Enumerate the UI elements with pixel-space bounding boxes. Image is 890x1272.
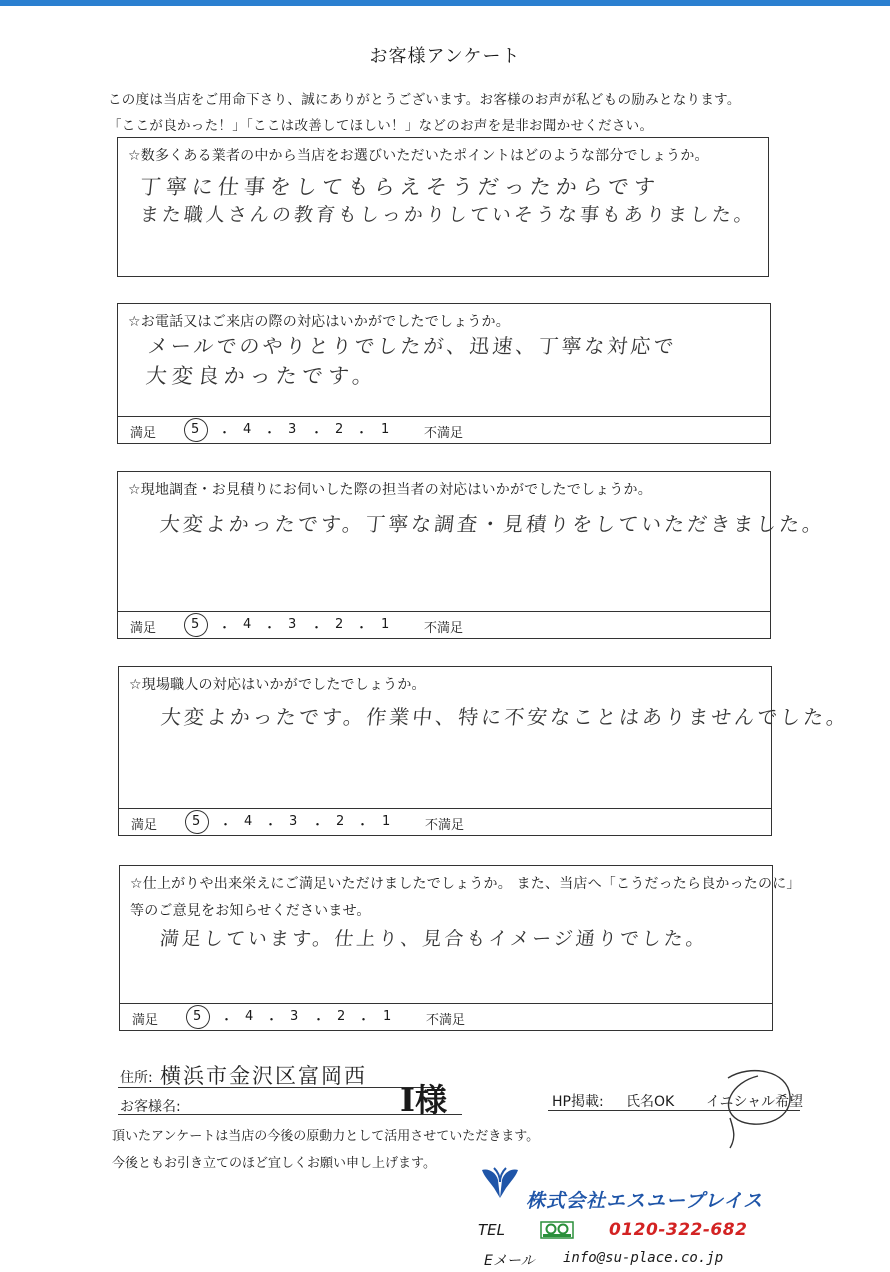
address-value[interactable]: 横浜市金沢区富岡西 [160, 1064, 367, 1088]
rating-scale [120, 1003, 772, 1030]
rating-separator: ・ [219, 818, 233, 833]
rating-2[interactable]: 2 [335, 617, 344, 632]
rating-separator: ・ [312, 1013, 326, 1028]
rating-separator: ・ [218, 426, 232, 441]
customer-name-value[interactable]: I様 [400, 1081, 447, 1119]
hp-option-name-ok[interactable]: 氏名OK [626, 1094, 675, 1110]
answer-line: メールでのやりとりでしたが、迅速、丁寧な対応で [146, 334, 678, 358]
question-text: ☆現場職人の対応はいかがでしたでしょうか。 [129, 677, 426, 693]
rating-scale [118, 416, 770, 443]
rating-unsatisfied-label: 不満足 [424, 621, 464, 636]
rating-5[interactable]: 5 [191, 617, 200, 632]
rating-separator: ・ [310, 621, 324, 636]
rating-satisfied-label: 満足 [130, 621, 157, 636]
rating-separator: ・ [264, 818, 278, 833]
answer-line: 大変よかったです。作業中、特に不安なことはありませんでした。 [159, 705, 851, 729]
rating-2[interactable]: 2 [335, 422, 344, 437]
rating-separator: ・ [311, 818, 325, 833]
rating-5[interactable]: 5 [192, 814, 201, 829]
rating-scale [118, 611, 770, 638]
question-box-5 [119, 865, 801, 1031]
hp-publish-label: HP掲載: [552, 1094, 604, 1110]
rating-1[interactable]: 1 [381, 422, 390, 437]
rating-satisfied-label: 満足 [132, 1013, 159, 1028]
email-address[interactable]: info@su-place.co.jp [563, 1250, 724, 1266]
footer-note-2: 今後ともお引き立てのほど宜しくお願い申し上げます。 [112, 1156, 436, 1171]
rating-separator: ・ [220, 1013, 234, 1028]
customer-name-label: お客様名: [120, 1099, 181, 1115]
question-box-2 [117, 303, 771, 444]
rating-2[interactable]: 2 [337, 1009, 346, 1024]
rating-1[interactable]: 1 [382, 814, 391, 829]
rating-separator: ・ [218, 621, 232, 636]
tel-label: TEL [478, 1221, 505, 1239]
answer-line: 満足しています。仕上り、見合もイメージ通りでした。 [158, 928, 709, 950]
question-text: ☆お電話又はご来店の際の対応はいかがでしたでしょうか。 [128, 314, 510, 330]
rating-3[interactable]: 3 [290, 1009, 299, 1024]
rating-unsatisfied-label: 不満足 [426, 1013, 466, 1028]
question-text: ☆数多くある業者の中から当店をお選びいただいたポイントはどのような部分でしょうか。 [128, 148, 709, 164]
page-title: お客様アンケート [369, 46, 521, 67]
question-text: 等のご意見をお知らせくださいませ。 [130, 903, 371, 919]
address-underline [118, 1087, 438, 1088]
rating-separator: ・ [265, 1013, 279, 1028]
question-box-4 [118, 666, 851, 836]
question-box-3 [117, 471, 827, 639]
question-box-1 [117, 137, 769, 277]
rating-satisfied-label: 満足 [130, 426, 157, 441]
rating-unsatisfied-label: 不満足 [425, 818, 465, 833]
answer-line: 丁寧に仕事をしてもらえそうだったからです [138, 175, 661, 199]
intro-line-1: この度は当店をご用命下さり、誠にありがとうございます。お客様のお声が私どもの励みとなります。 [108, 92, 741, 108]
rating-separator: ・ [355, 426, 369, 441]
rating-4[interactable]: 4 [243, 422, 252, 437]
rating-scale [119, 808, 771, 835]
rating-separator: ・ [310, 426, 324, 441]
rating-3[interactable]: 3 [288, 617, 297, 632]
rating-5[interactable]: 5 [191, 422, 200, 437]
rating-5[interactable]: 5 [193, 1009, 202, 1024]
rating-2[interactable]: 2 [336, 814, 345, 829]
question-text: ☆仕上がりや出来栄えにご満足いただけましたでしょうか。 また、当店へ「こうだったら良かったのに」 [130, 876, 801, 892]
hp-option-initial[interactable]: イニシャル希望 [706, 1094, 804, 1110]
rating-4[interactable]: 4 [244, 814, 253, 829]
rating-separator: ・ [355, 621, 369, 636]
address-label: 住所: [120, 1070, 153, 1086]
answer-line: 大変良かったです。 [144, 364, 380, 388]
customer-name-underline [118, 1114, 462, 1115]
email-label: Eメール [484, 1253, 535, 1269]
rating-separator: ・ [263, 621, 277, 636]
rating-satisfied-label: 満足 [131, 818, 158, 833]
rating-3[interactable]: 3 [288, 422, 297, 437]
rating-4[interactable]: 4 [245, 1009, 254, 1024]
tel-number[interactable]: 0120-322-682 [609, 1220, 748, 1240]
top-stripe [0, 0, 890, 6]
company-logo-icon [480, 1166, 520, 1202]
hand-circle-mark [690, 1060, 800, 1150]
rating-1[interactable]: 1 [383, 1009, 392, 1024]
rating-4[interactable]: 4 [243, 617, 252, 632]
intro-line-2: 「ここが良かった！」「ここは改善してほしい！」などのお声を是非お聞かせください。 [108, 118, 654, 134]
rating-unsatisfied-label: 不満足 [424, 426, 464, 441]
answer-line: また職人さんの教育もしっかりしていそうな事もありました。 [138, 204, 758, 226]
footer-note-1: 頂いたアンケートは当店の今後の原動力として活用させていただきます。 [112, 1129, 540, 1144]
answer-line: 大変よかったです。丁寧な調査・見積りをしていただきました。 [158, 512, 827, 536]
rating-3[interactable]: 3 [289, 814, 298, 829]
company-name: 株式会社エスユープレイス [526, 1190, 764, 1212]
question-text: ☆現地調査・お見積りにお伺いした際の担当者の対応はいかがでしたでしょうか。 [128, 482, 652, 498]
freedial-icon [540, 1221, 574, 1239]
rating-separator: ・ [356, 818, 370, 833]
rating-separator: ・ [357, 1013, 371, 1028]
rating-1[interactable]: 1 [381, 617, 390, 632]
rating-separator: ・ [263, 426, 277, 441]
